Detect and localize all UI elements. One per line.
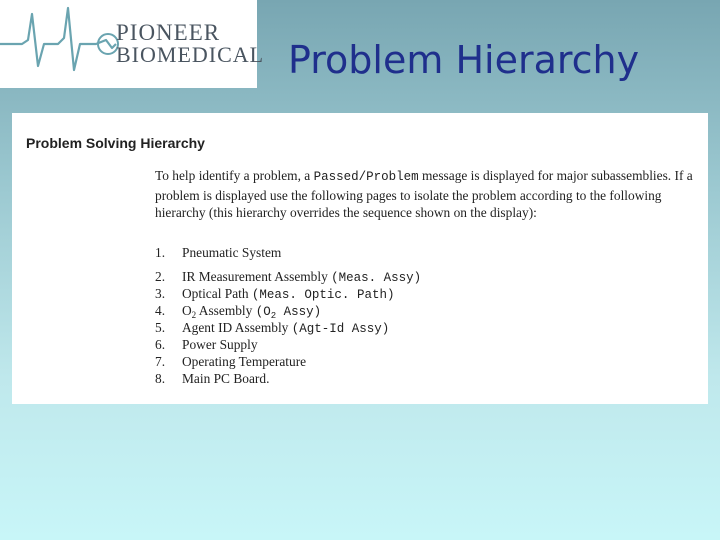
step-number: 2.: [155, 269, 166, 284]
list-item: [155, 336, 421, 353]
step-number: 8.: [155, 371, 166, 386]
intro-text-2: message is displayed for major subassemblies. If a problem is displayed use the following pages to isolate the problem according to the following hierarchy (this hierarchy overrides the sequence shown on the display):: [155, 168, 693, 220]
logo-line1: PIONEER: [116, 20, 221, 45]
step-text-pre: O: [182, 303, 192, 318]
step-subscript: 2: [191, 310, 197, 320]
step-code: (Meas. Optic. Path): [251, 288, 395, 302]
step-code-subscript: 2: [270, 311, 277, 321]
step-code: (Meas. Assy): [331, 271, 422, 285]
step-number: 5.: [155, 320, 166, 335]
heartbeat-pulse-icon: [0, 0, 120, 88]
step-text: Assembly: [196, 303, 256, 318]
step-text: Agent ID Assembly: [182, 320, 292, 335]
step-text: IR Measurement Assembly: [182, 269, 332, 284]
logo-line2: BIOMEDICAL: [116, 42, 265, 67]
intro-text-1: To help identify a problem, a: [155, 168, 314, 183]
list-item: [155, 302, 421, 319]
list-item: [155, 244, 421, 261]
step-number: 7.: [155, 354, 166, 369]
step-number: 4.: [155, 303, 166, 318]
step-code-pre: (O: [255, 305, 271, 319]
document-panel: [12, 113, 708, 404]
document-heading: Problem Solving Hierarchy: [26, 135, 205, 151]
list-item: [155, 268, 421, 285]
step-number: 6.: [155, 337, 166, 352]
step-text: Optical Path: [182, 286, 252, 301]
list-item: [155, 319, 421, 336]
step-code: Assy): [276, 305, 322, 319]
list-item: [155, 285, 421, 302]
slide-title: Problem Hierarchy: [288, 38, 640, 82]
intro-paragraph: [155, 167, 710, 222]
logo: [0, 0, 265, 88]
step-text: Main PC Board.: [182, 371, 270, 386]
step-number: 3.: [155, 286, 166, 301]
step-code: (Agt-Id Assy): [291, 322, 390, 336]
step-text: Power Supply: [182, 337, 258, 352]
list-item: [155, 370, 421, 387]
step-text: Pneumatic System: [182, 245, 282, 260]
step-number: 1.: [155, 245, 166, 260]
step-text: Operating Temperature: [182, 354, 307, 369]
list-item: [155, 353, 421, 370]
hierarchy-list: [155, 244, 421, 387]
intro-code: Passed/Problem: [313, 170, 419, 184]
